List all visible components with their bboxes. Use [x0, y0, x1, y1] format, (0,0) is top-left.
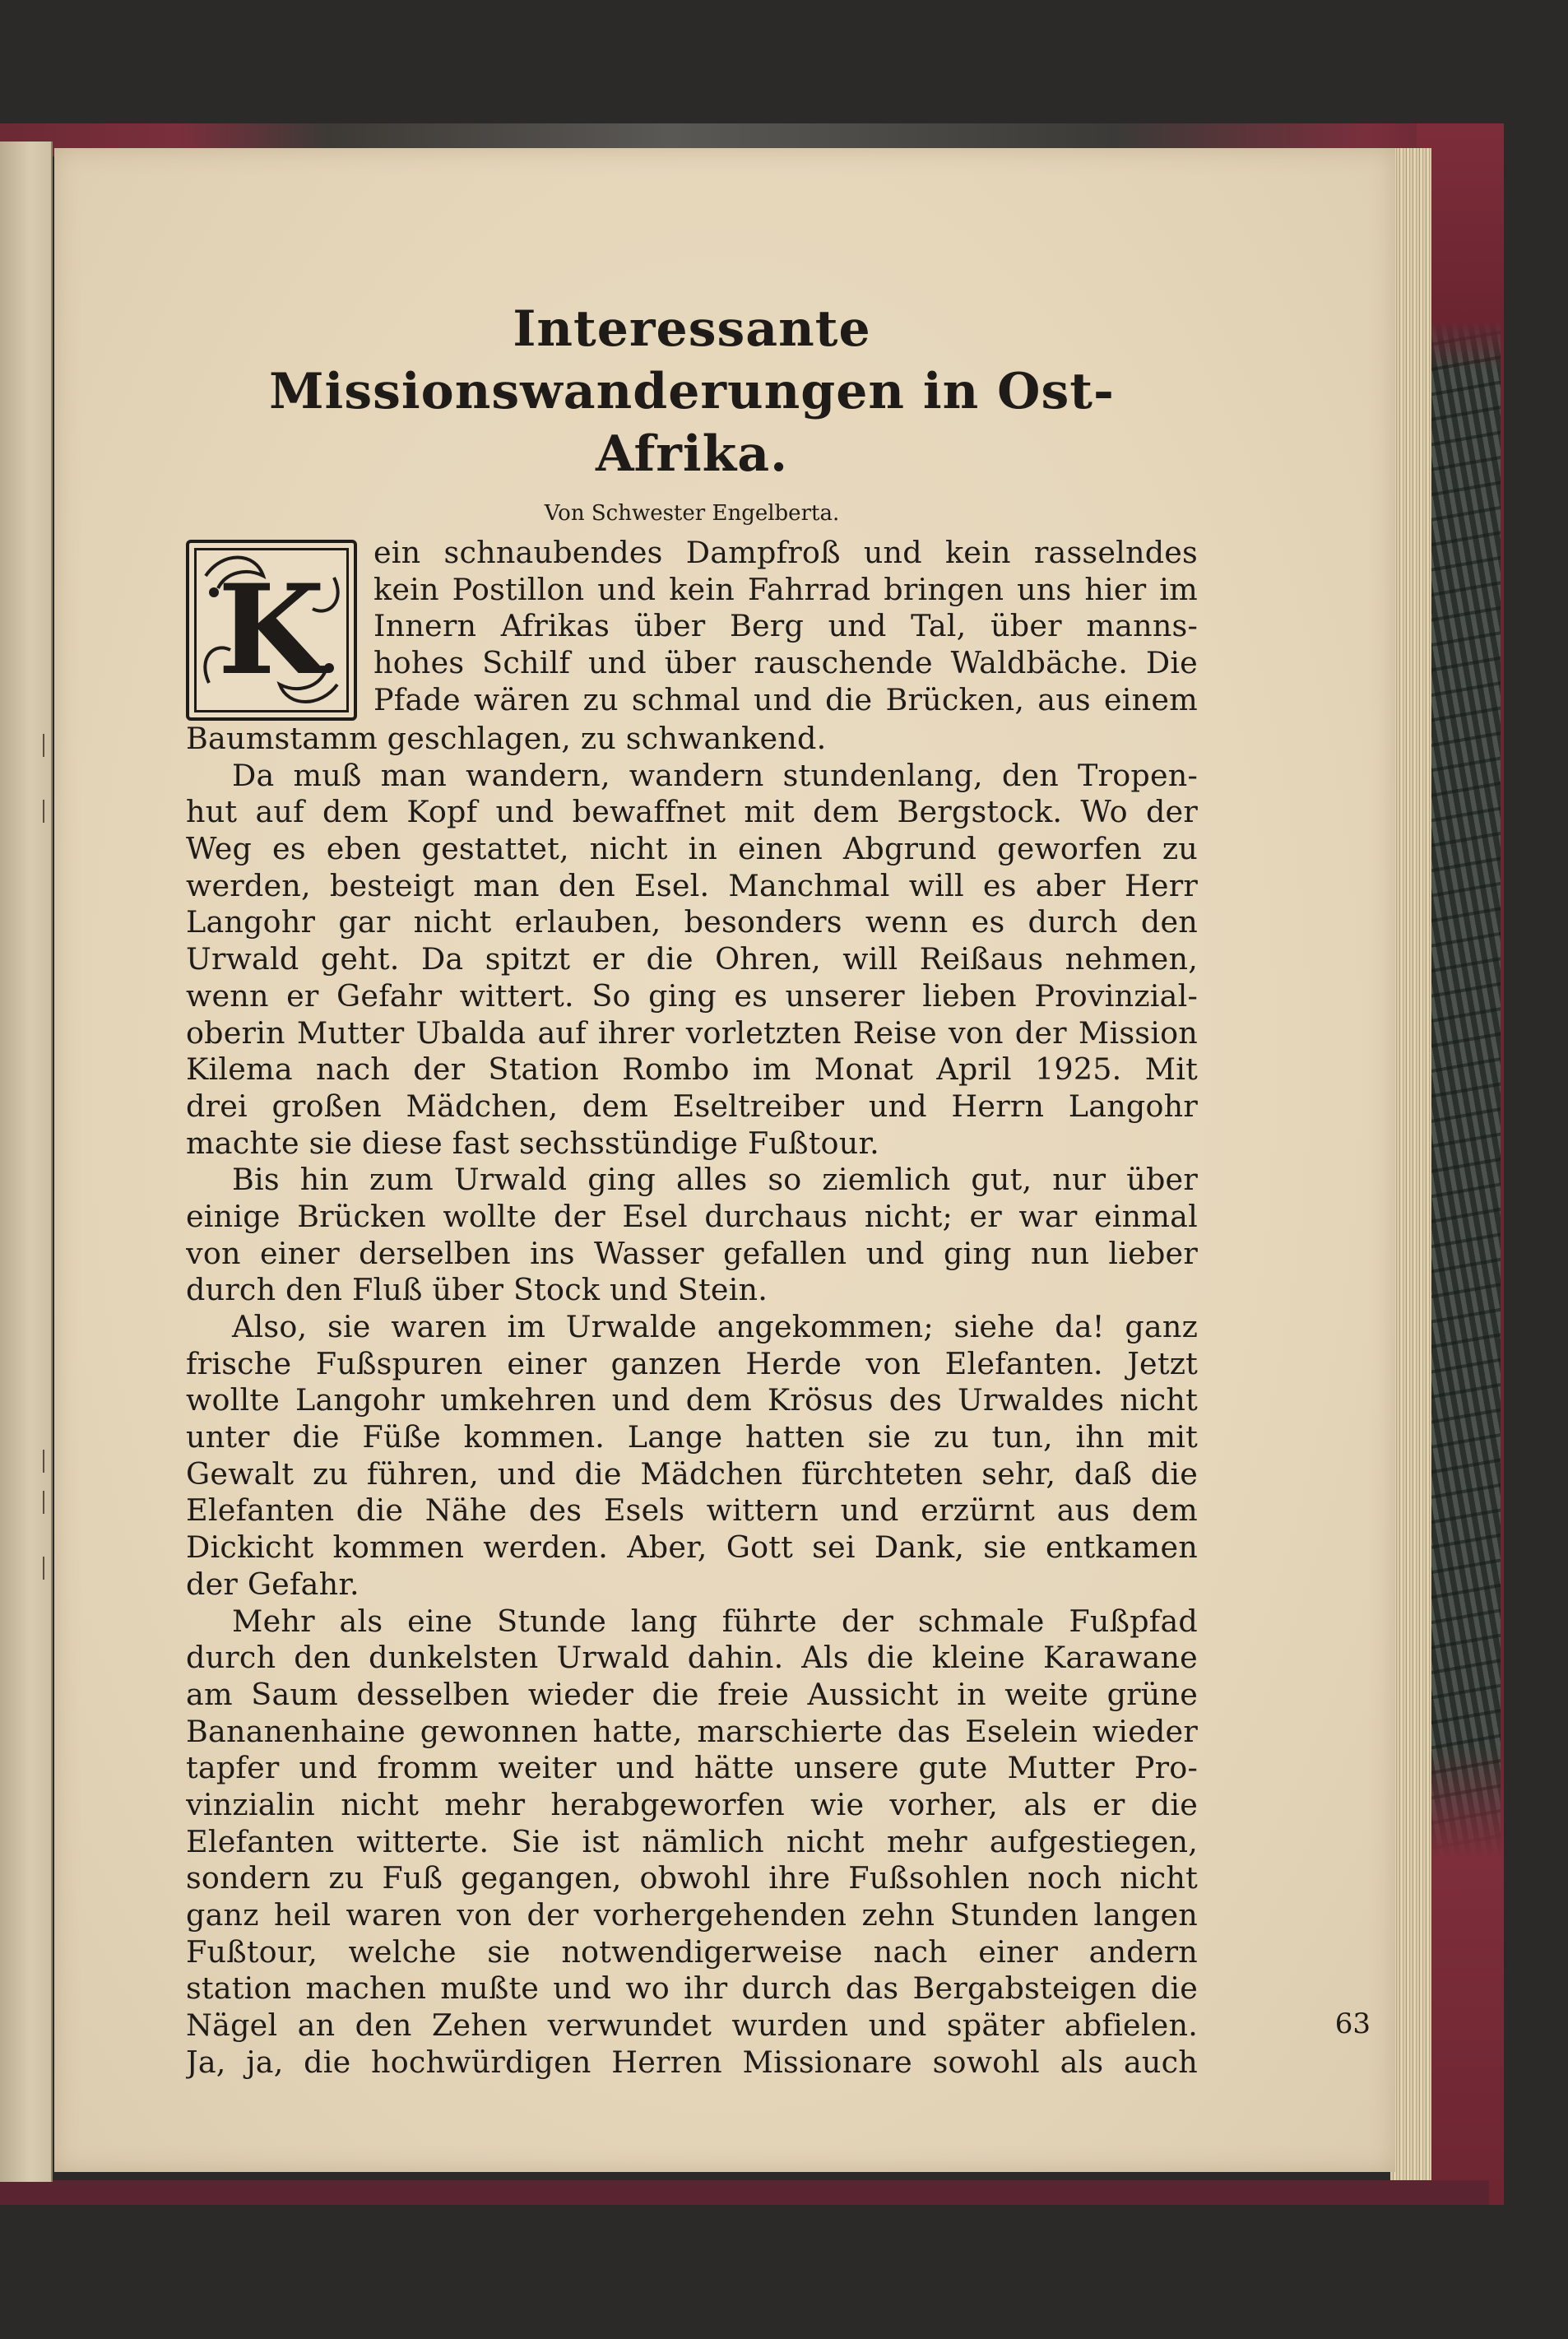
text-line: Also, sie waren im Urwalde angekommen; siehe da! ganz [232, 1309, 1198, 1344]
text-line: durch den dunkelsten Urwald dahin. Als die kleine Karawane [186, 1640, 1198, 1676]
text-line: ein schnaubendes Dampfroß und kein rasselndes [373, 535, 1198, 570]
decorated-initial [186, 540, 357, 721]
initial-letter: K [217, 557, 326, 703]
text-line: Mehr als eine Stunde lang führte der schmale Fußpfad [232, 1603, 1198, 1639]
text-line: station machen mußte und wo ihr durch das Bergabsteigen die [186, 1970, 1198, 2007]
text-line: ganz heil waren von der vorhergehenden zehn Stunden langen [186, 1897, 1198, 1933]
text-line: Elefanten witterte. Sie ist nämlich nicht mehr aufgestiegen, [186, 1823, 1198, 1859]
text-line: durch den Fluß über Stock und Stein. [186, 1272, 768, 1308]
margin-mark [43, 1557, 53, 1580]
margin-mark [43, 1491, 53, 1514]
text-line: Nägel an den Zehen verwundet wurden und später abfielen. [186, 2007, 1198, 2044]
facing-page-edge [0, 142, 53, 2182]
text-line: der Gefahr. [186, 1566, 360, 1602]
text-line: hohes Schilf und über rauschende Waldbäche. Die [373, 645, 1198, 681]
text-line: Weg es eben gestattet, nicht in einen Abgrund geworfen zu [186, 831, 1198, 867]
article [186, 148, 1198, 2081]
text-line: Gewalt zu führen, und die Mädchen fürchteten sehr, daß die [186, 1455, 1198, 1492]
text-line: Fußtour, welche sie notwendigerweise nach einer andern [186, 1933, 1198, 1970]
text-line: Langohr gar nicht erlauben, besonders wenn es durch den [186, 904, 1198, 940]
text-line: sondern zu Fuß gegangen, obwohl ihre Fußsohlen noch nicht [186, 1860, 1198, 1896]
text-line: Innern Afrikas über Berg und Tal, über manns- [373, 608, 1198, 644]
page-stack-edges [1390, 148, 1431, 2180]
text-line: machte sie diese fast sechsstündige Fußtour. [186, 1125, 879, 1161]
text-line: Elefanten die Nähe des Esels wittern und erzürnt aus dem [186, 1492, 1198, 1529]
article-body [186, 535, 1198, 2081]
text-line: vinzialin nicht mehr herabgeworfen wie vorher, als er die [186, 1786, 1198, 1822]
text-line: Kilema nach der Station Rombo im Monat April 1925. Mit [186, 1051, 1198, 1088]
text-line: Baumstamm geschlagen, zu schwankend. [186, 721, 827, 756]
text-line: wenn er Gefahr wittert. So ging es unserer lieben Provinzial- [186, 977, 1198, 1014]
text-line: wollte Langohr umkehren und dem Krösus des Urwaldes nicht [186, 1382, 1198, 1418]
text-line: oberin Mutter Ubalda auf ihrer vorletzten Reise von der Mission [186, 1014, 1198, 1051]
text-line: am Saum desselben wieder die freie Aussicht in weite grüne [186, 1676, 1198, 1712]
text-line: einige Brücken wollte der Esel durchaus nicht; er war einmal [186, 1198, 1198, 1234]
text-line: tapfer und fromm weiter und hätte unsere gute Mutter Pro- [186, 1750, 1198, 1786]
text-line: Bananenhaine gewonnen hatte, marschierte das Eselein wieder [186, 1713, 1198, 1749]
text-line: unter die Füße kommen. Lange hatten sie zu tun, ihn mit [186, 1419, 1198, 1455]
text-line: hut auf dem Kopf und bewaffnet mit dem Bergstock. Wo der [186, 794, 1198, 830]
text-line: werden, besteigt man den Esel. Manchmal will es aber Herr [186, 867, 1198, 903]
title-line-1: Interessante [513, 300, 871, 358]
text-line: kein Postillon und kein Fahrrad bringen uns hier im [373, 571, 1198, 607]
text-line: Da muß man wandern, wandern stundenlang, den Tropen- [232, 757, 1198, 793]
book-cover-bottom-edge [0, 2180, 1489, 2205]
text-line: Pfade wären zu schmal und die Brücken, aus einem [373, 681, 1198, 717]
byline: Von Schwester Engelberta. [544, 501, 840, 526]
margin-mark [43, 1450, 53, 1473]
margin-mark [43, 800, 53, 823]
text-line: Urwald geht. Da spitzt er die Ohren, will Reißaus nehmen, [186, 941, 1198, 977]
text-line: Bis hin zum Urwald ging alles so ziemlich gut, nur über [232, 1162, 1198, 1198]
margin-mark [43, 734, 53, 757]
title-line-2: Missionswanderungen in Ost-Afrika. [269, 363, 1115, 483]
text-line: frische Fußspuren einer ganzen Herde von Elefanten. Jetzt [186, 1345, 1198, 1381]
text-line: drei großen Mädchen, dem Eseltreiber und Herrn Langohr [186, 1088, 1198, 1124]
text-line: Dickicht kommen werden. Aber, Gott sei Dank, sie entkamen [186, 1529, 1198, 1566]
text-line: Ja, ja, die hochwürdigen Herren Missionare sowohl als auch [186, 2044, 1198, 2080]
article-title [186, 298, 1198, 485]
page-number: 63 [1334, 2007, 1371, 2040]
text-line: von einer derselben ins Wasser gefallen und ging nun lieber [186, 1235, 1198, 1271]
